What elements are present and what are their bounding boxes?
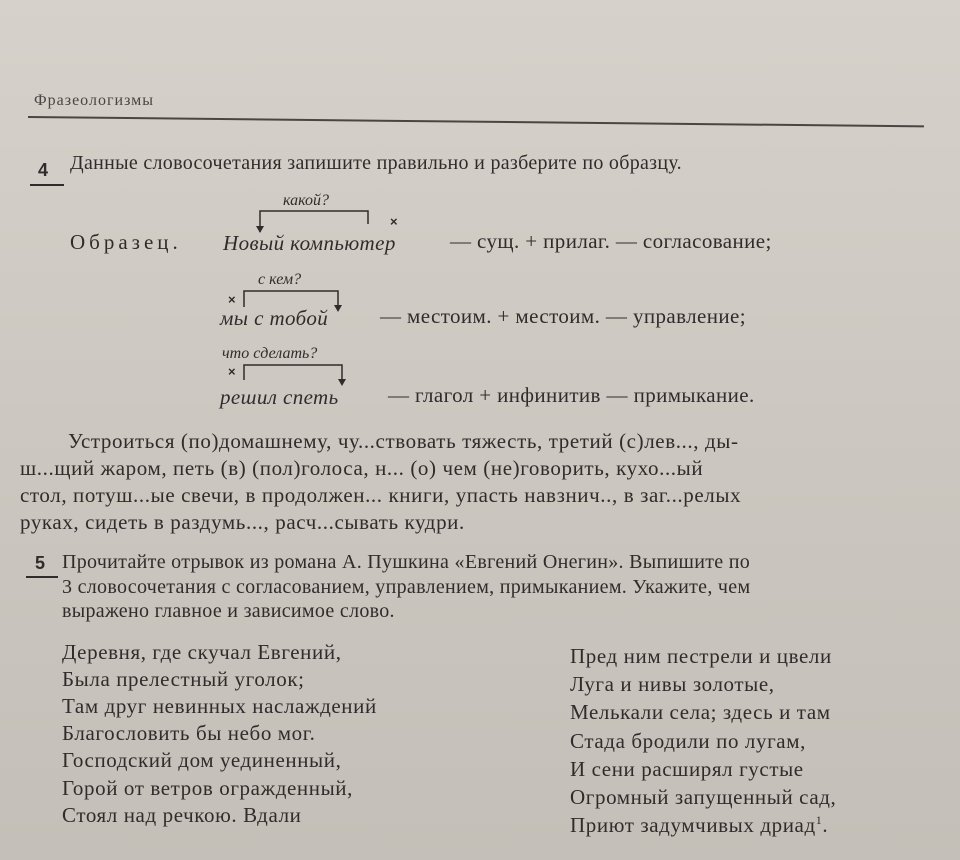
poem-line: Господский дом уединенный, <box>62 748 342 772</box>
example-3-analysis: — глагол + инфинитив — примыкание. <box>388 383 755 407</box>
section-header: Фразеологизмы <box>34 92 155 109</box>
example-3-cross-mark: × <box>228 364 236 379</box>
example-1-cross-mark: × <box>390 214 398 229</box>
poem-line: Огромный запущенный сад, <box>570 785 837 809</box>
poem-line: Мелькали села; здесь и там <box>570 700 831 724</box>
poem-line: Была прелестный уголок; <box>62 667 305 691</box>
poem-line: Там друг невинных наслаждений <box>62 694 377 718</box>
poem-line: Стада бродили по лугам, <box>570 729 806 753</box>
example-2-question: с кем? <box>258 271 302 288</box>
exercise-5-task-line: 3 словосочетания с согласованием, управлением, примыканием. Укажите, чем <box>62 576 751 598</box>
poem-line: Горой от ветров огражденный, <box>62 776 353 800</box>
poem-line: Приют задумчивых дриад <box>570 813 816 837</box>
example-2-phrase: мы с тобой <box>220 306 329 330</box>
exercise-4-number: 4 <box>38 160 49 180</box>
example-1-phrase: Новый компьютер <box>223 231 396 255</box>
poem-line: Деревня, где скучал Евгений, <box>62 640 342 664</box>
exercise-5-number: 5 <box>35 553 46 573</box>
poem-line: Стоял над речкою. Вдали <box>62 803 302 827</box>
exercise-4-text-line: руках, сидеть в раздумь..., расч...сывать кудри. <box>20 510 465 534</box>
exercise-4-task: Данные словосочетания запишите правильно и разберите по образцу. <box>70 152 682 174</box>
poem-line: И сени расширял густые <box>570 757 804 781</box>
example-3-question: что сделать? <box>222 345 318 362</box>
footnote-marker: 1 <box>815 813 823 827</box>
exercise-4-number-underline <box>30 184 64 186</box>
poem-line: Луга и нивы золотые, <box>570 672 775 696</box>
example-1-question: какой? <box>283 192 329 209</box>
poem-line: Пред ним пестрели и цвели <box>570 644 832 668</box>
example-2-analysis: — местоим. + местоим. — управление; <box>380 304 746 328</box>
sample-label: Образец. <box>70 230 182 254</box>
header-divider <box>28 116 924 127</box>
poem-line-with-footnote <box>570 813 828 838</box>
exercise-4-text-line: ш...щий жаром, петь (в) (пол)голоса, н... (о) чем (не)говорить, кухо...ый <box>20 456 704 480</box>
exercise-5-number-underline <box>26 576 58 578</box>
exercise-4-text-line: стол, потуш...ые свечи, в продолжен... книги, упасть навзнич.., в заг...релых <box>20 483 742 507</box>
example-2-cross-mark: × <box>228 292 236 307</box>
exercise-4-text-line: Устроиться (по)домашнему, чу...ствовать тяжесть, третий (с)лев..., ды- <box>68 429 739 453</box>
example-1-arrow-bracket <box>250 206 375 234</box>
exercise-5-task-line: выражено главное и зависимое слово. <box>62 600 395 622</box>
poem-line: Благословить бы небо мог. <box>62 721 316 745</box>
exercise-5-task-line: Прочитайте отрывок из романа А. Пушкина «Евгений Онегин». Выпишите по <box>62 551 751 573</box>
example-1-analysis: — сущ. + прилаг. — согласование; <box>450 229 772 253</box>
poem-final-period: . <box>822 813 829 837</box>
example-3-phrase: решил спеть <box>220 385 339 409</box>
